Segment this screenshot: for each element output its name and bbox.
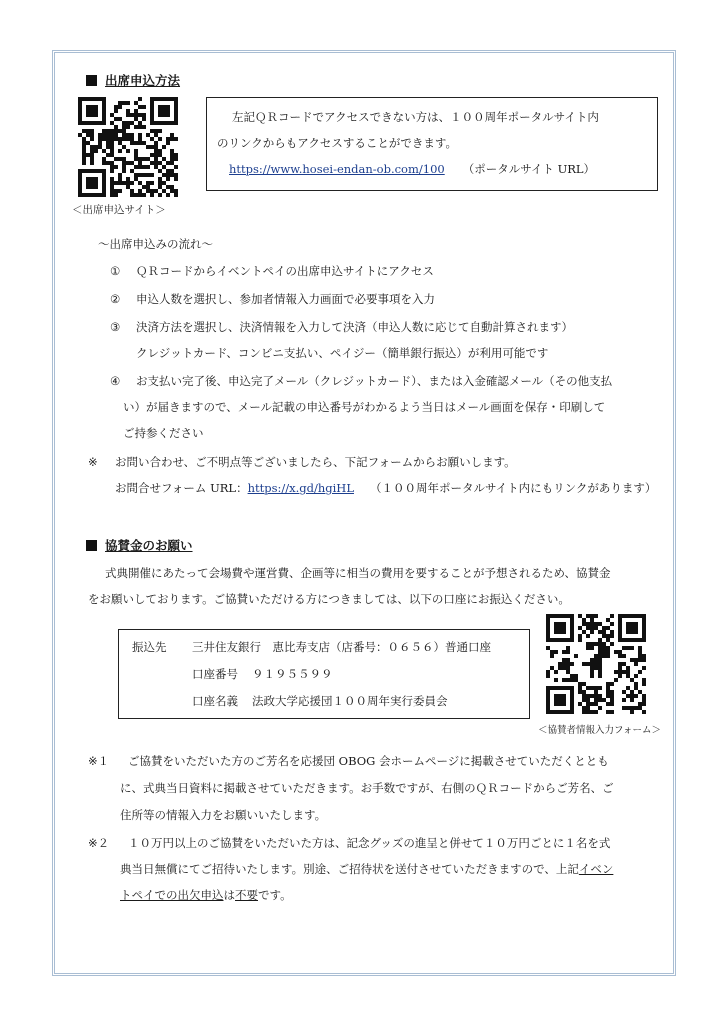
step-number: ②	[110, 292, 121, 306]
qr-caption-sponsor: ＜協賛者情報入力フォーム＞	[538, 725, 662, 736]
note1-mark: ※１	[88, 754, 110, 768]
intro-text: をお願いしております。ご協賛いただける方につきましては、以下の口座にお振込ください。	[88, 592, 570, 606]
flow-title: ～出席申込みの流れ～	[98, 237, 213, 251]
bank-info-box	[118, 629, 530, 719]
portal-url-link[interactable]: https://www.hosei-endan-ob.com/100	[229, 162, 445, 176]
note2-text: は	[223, 888, 235, 902]
box-text-line: 左記ＱＲコードでアクセスできない方は、１００周年ポータルサイト内	[232, 110, 599, 124]
portal-url-note: （ポータルサイト URL）	[462, 162, 596, 176]
section-heading-sponsorship: 協賛金のお願い	[86, 536, 193, 554]
note2-text: です。	[258, 888, 292, 902]
note-text: お問い合わせ、ご不明点等ございましたら、下記フォームからお願いします。	[115, 455, 516, 469]
qr-code-icon	[546, 614, 646, 714]
form-url-link[interactable]: https://x.gd/hgiHL	[247, 481, 354, 495]
qr-code-icon	[78, 97, 178, 197]
account-name-value: 法政大学応援団１００周年実行委員会	[252, 694, 448, 708]
form-url-note: （１００周年ポータルサイト内にもリンクがあります）	[369, 481, 657, 495]
account-name-label: 口座名義	[192, 694, 238, 708]
square-bullet-icon	[86, 75, 97, 86]
note2-underlined-text: 不要	[235, 888, 258, 902]
step-text: い）が届きますので、メール記載の申込番号がわかるよう当日はメール画面を保存・印刷して	[123, 400, 606, 414]
step-text: お支払い完了後、申込完了メール（クレジットカード）、または入金確認メール（その他支払	[136, 374, 613, 388]
note-mark: ※	[88, 455, 98, 469]
square-bullet-icon	[86, 540, 97, 551]
bank-label: 振込先	[132, 640, 167, 654]
account-number-value: ９１９５５９９	[252, 667, 333, 681]
portal-info-box	[206, 97, 658, 191]
step-text: ＱＲコードからイベントペイの出席申込サイトにアクセス	[136, 264, 434, 278]
bank-value: 三井住友銀行 恵比寿支店（店番号：０６５６）普通口座	[192, 640, 491, 654]
note1-text: 住所等の情報入力をお願いいたします。	[120, 808, 327, 822]
step-text: クレジットカード、コンビニ支払い、ペイジー（簡単銀行振込）が利用可能です	[136, 346, 549, 360]
account-number-label: 口座番号	[192, 667, 238, 681]
intro-text: 式典開催にあたって会場費や運営費、企画等に相当の費用を要することが予想されるため、協賛金	[105, 566, 611, 580]
note1-text: ご協賛をいただいた方のご芳名を応援団 OBOG 会ホームページに掲載させていただくととも	[128, 754, 609, 768]
note2-text: １０万円以上のご協賛をいただいた方は、記念グッズの進呈と併せて１０万円ごとに１名を式	[128, 836, 611, 850]
note2-underlined-text: トペイでの出欠申込	[120, 888, 224, 902]
step-text: 申込人数を選択し、参加者情報入力画面で必要事項を入力	[136, 292, 435, 306]
note2-underlined-text: イベン	[578, 862, 614, 876]
step-number: ④	[110, 374, 121, 388]
note2-text: 典当日無償にてご招待いたします。別途、ご招待状を送付させていただきますので、上記	[120, 862, 579, 876]
section-heading-attendance: 出席申込方法	[86, 71, 180, 89]
step-text: ご持参ください	[123, 426, 204, 440]
step-number: ①	[110, 264, 121, 278]
form-url-label: お問合せフォーム URL：	[115, 481, 248, 495]
step-text: 決済方法を選択し、決済情報を入力して決済（申込人数に応じて自動計算されます）	[136, 320, 573, 334]
note1-text: に、式典当日資料に掲載させていただきます。お手数ですが、右側のＱＲコードからご芳名、ご	[120, 781, 614, 795]
box-text-line: のリンクからもアクセスすることができます。	[217, 136, 458, 150]
qr-caption-registration: ＜出席申込サイト＞	[72, 204, 166, 216]
qr-code-registration[interactable]	[78, 97, 178, 197]
note2-mark: ※２	[88, 836, 110, 850]
step-number: ③	[110, 320, 121, 334]
qr-code-sponsor-form[interactable]	[546, 614, 646, 714]
